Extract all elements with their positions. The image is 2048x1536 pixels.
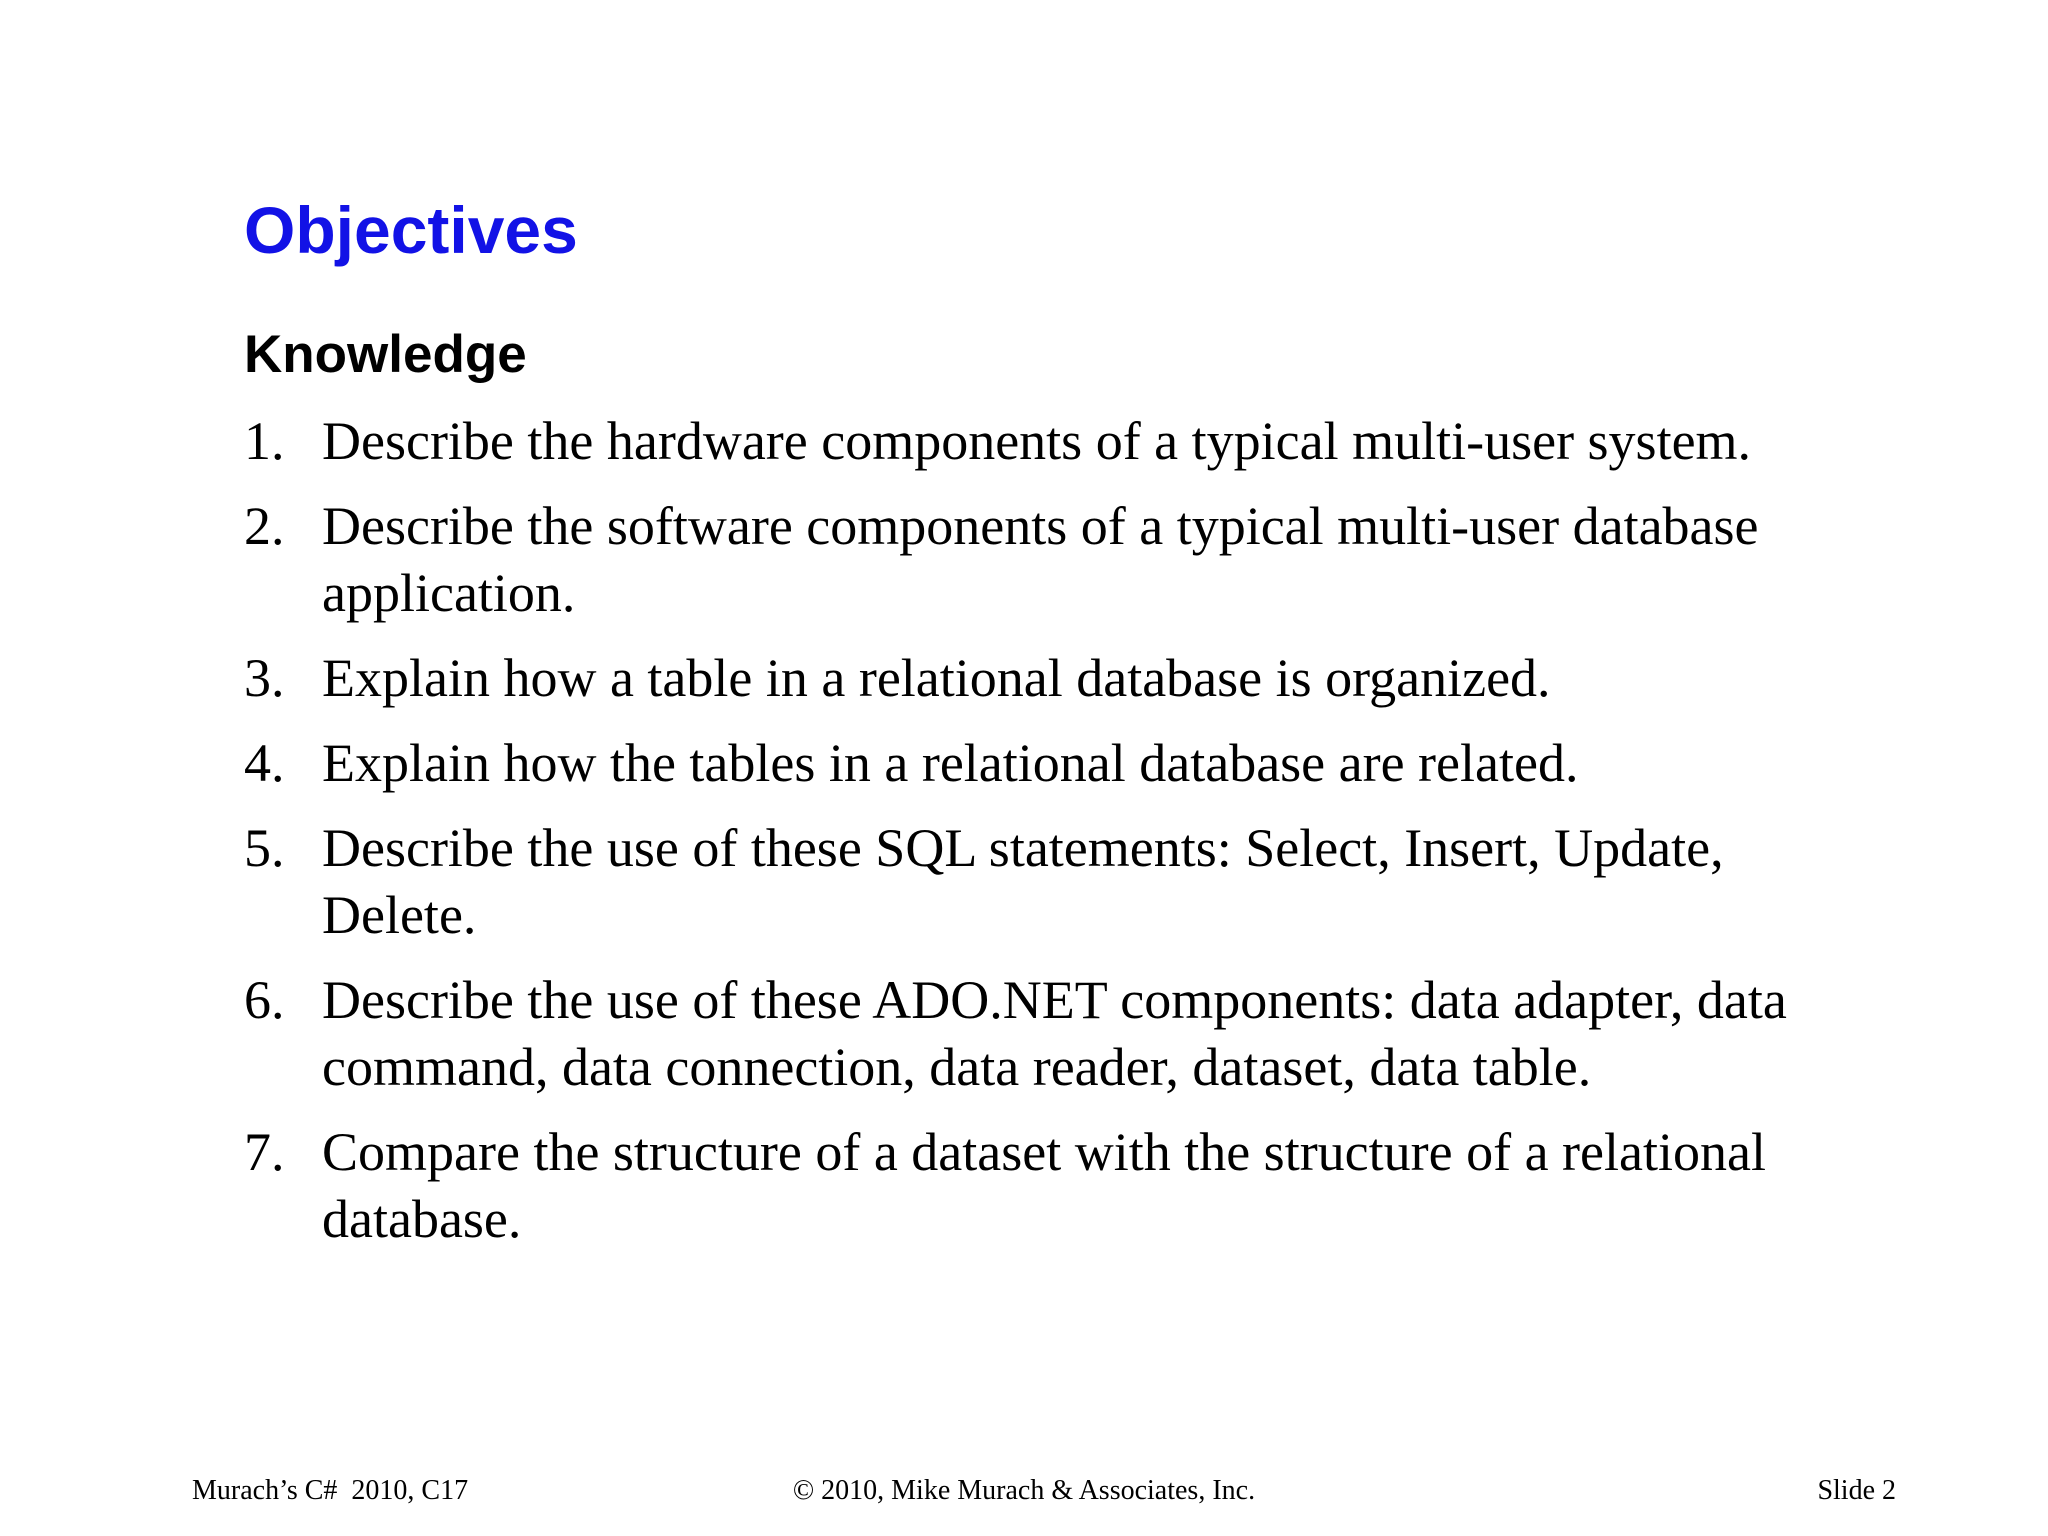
objective-number: 1. xyxy=(244,411,285,471)
objective-number: 4. xyxy=(244,733,285,793)
objective-item-7 xyxy=(244,1119,1884,1253)
footer-book-title: Murach’s C# 2010, C17 xyxy=(192,1475,469,1506)
objective-text: Describe the use of these SQL statements: Select, Insert, Update, Delete. xyxy=(322,818,1724,945)
objective-item-1 xyxy=(244,408,1884,475)
footer-slide-number: Slide 2 xyxy=(1817,1475,1896,1506)
objective-number: 5. xyxy=(244,818,285,878)
objective-text: Explain how the tables in a relational database are related. xyxy=(322,733,1579,793)
objective-number: 7. xyxy=(244,1122,285,1182)
section-heading: Knowledge xyxy=(244,325,527,384)
objective-text: Describe the hardware components of a typical multi-user system. xyxy=(322,411,1752,471)
objective-item-6 xyxy=(244,967,1884,1101)
footer-copyright: © 2010, Mike Murach & Associates, Inc. xyxy=(792,1475,1256,1506)
objective-item-4 xyxy=(244,730,1884,797)
objective-text: Compare the structure of a dataset with the structure of a relational database. xyxy=(322,1122,1766,1249)
objectives-list xyxy=(244,408,1884,1271)
objective-item-5 xyxy=(244,815,1884,949)
objective-number: 2. xyxy=(244,496,285,556)
objective-number: 6. xyxy=(244,970,285,1030)
objective-text: Explain how a table in a relational database is organized. xyxy=(322,648,1551,708)
objective-item-2 xyxy=(244,493,1884,627)
objective-text: Describe the use of these ADO.NET components: data adapter, data command, data connection, data reader, dataset, data table. xyxy=(322,970,1787,1097)
objective-number: 3. xyxy=(244,648,285,708)
objective-text: Describe the software components of a typical multi-user database application. xyxy=(322,496,1759,623)
objective-item-3 xyxy=(244,645,1884,712)
slide-title: Objectives xyxy=(244,193,578,267)
